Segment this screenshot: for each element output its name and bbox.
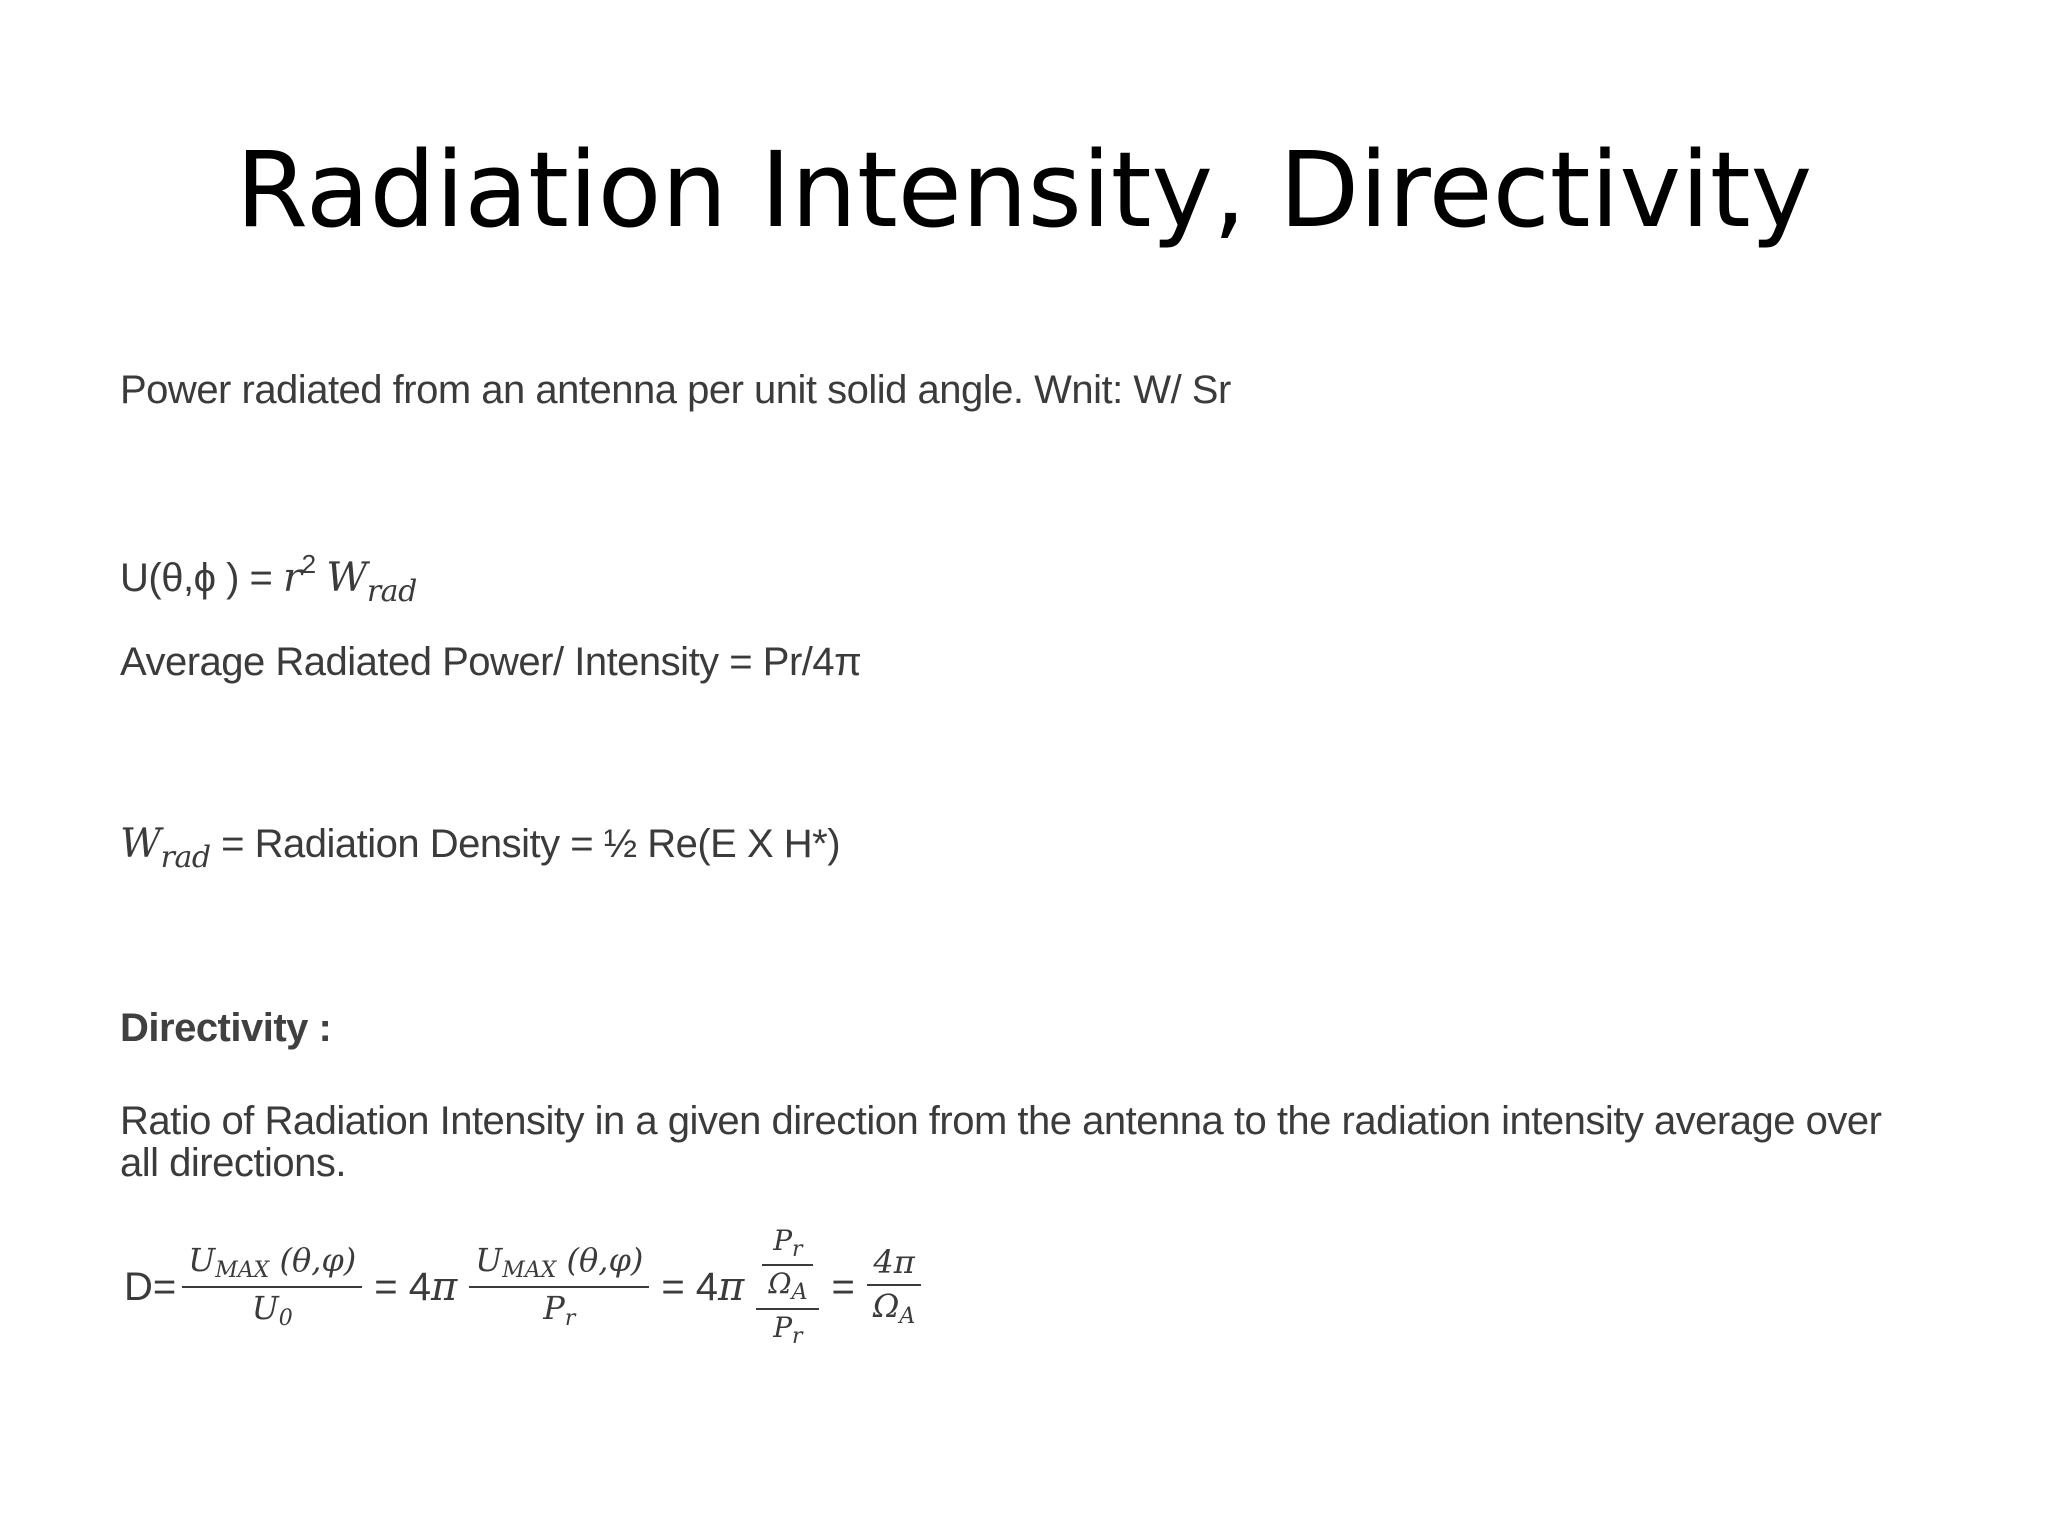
f3-den-sub: r xyxy=(792,1323,803,1349)
f1-den-u: U xyxy=(251,1289,279,1327)
fraction-1-numerator xyxy=(182,1240,362,1286)
density-w-sub: rad xyxy=(160,840,211,875)
definition-text: Power radiated from an antenna per unit solid angle. Wnit: W/ Sr xyxy=(120,368,1231,412)
f1-den-sub: 0 xyxy=(278,1306,293,1331)
directivity-heading: Directivity : xyxy=(120,1006,332,1050)
f2-num-sub: MAX xyxy=(502,1258,557,1284)
f4-den-omega: Ω xyxy=(872,1287,900,1325)
fraction-nested xyxy=(756,1223,819,1352)
f3-inner-num-sub: r xyxy=(792,1236,803,1262)
fraction-2-denominator xyxy=(537,1288,581,1334)
fraction-3-numerator xyxy=(756,1223,819,1308)
f3-den-p: P xyxy=(773,1310,793,1344)
f3-inner-num-p: P xyxy=(773,1223,793,1257)
fraction-1-denominator xyxy=(246,1288,299,1334)
fraction-inner-numerator xyxy=(767,1223,808,1265)
f1-num-args: (θ,φ) xyxy=(269,1241,357,1280)
slide-title: Radiation Intensity, Directivity xyxy=(235,129,1813,251)
f3-inner-den-sub: A xyxy=(791,1280,808,1306)
density-equation xyxy=(120,822,840,874)
f2-num-args: (θ,φ) xyxy=(556,1241,644,1280)
eq1-text: = 4 xyxy=(374,1265,431,1309)
fraction-4pi-omega xyxy=(867,1242,921,1331)
fraction-3-denominator xyxy=(767,1310,808,1352)
f1-num-sub: MAX xyxy=(215,1258,270,1284)
fraction-4-numerator: 4π xyxy=(873,1243,915,1282)
eq2-text: = 4 xyxy=(661,1265,719,1309)
density-w: W xyxy=(120,821,161,867)
density-rest: = Radiation Density = ½ Re(E X H*) xyxy=(210,822,841,866)
f2-den-p: P xyxy=(543,1289,565,1327)
fraction-inner-denominator xyxy=(762,1266,813,1308)
f2-num-u: U xyxy=(475,1241,503,1280)
formula-eq-2 xyxy=(661,1264,744,1310)
intensity-w-sub: rad xyxy=(366,574,417,609)
fraction-umax-pr xyxy=(469,1240,649,1333)
intensity-exponent: 2 xyxy=(301,549,316,579)
f2-den-sub: r xyxy=(564,1306,576,1331)
eq2-pi: π xyxy=(718,1264,745,1310)
intensity-lhs: U(θ,ϕ ) = xyxy=(120,556,283,600)
formula-lhs: D= xyxy=(124,1264,177,1309)
directivity-formula xyxy=(124,1212,927,1362)
f4-den-sub: A xyxy=(899,1304,916,1329)
intensity-equation xyxy=(120,550,417,608)
formula-eq-1 xyxy=(374,1264,457,1310)
f1-num-u: U xyxy=(188,1241,216,1280)
intensity-w: W xyxy=(326,555,367,601)
intensity-r: r xyxy=(283,555,302,601)
fraction-umax-u0 xyxy=(182,1240,362,1333)
average-power-line: Average Radiated Power/ Intensity = Pr/4π xyxy=(120,640,862,684)
fraction-2-numerator xyxy=(469,1240,649,1286)
f3-inner-den-omega: Ω xyxy=(768,1267,792,1301)
directivity-definition: Ratio of Radiation Intensity in a given direction from the antenna to the radiation intensity average over all directions. xyxy=(120,1099,1882,1185)
formula-eq-3: = xyxy=(831,1264,855,1309)
eq1-pi: π xyxy=(431,1264,458,1310)
fraction-inner xyxy=(762,1223,813,1308)
fraction-4-denominator xyxy=(867,1286,921,1332)
